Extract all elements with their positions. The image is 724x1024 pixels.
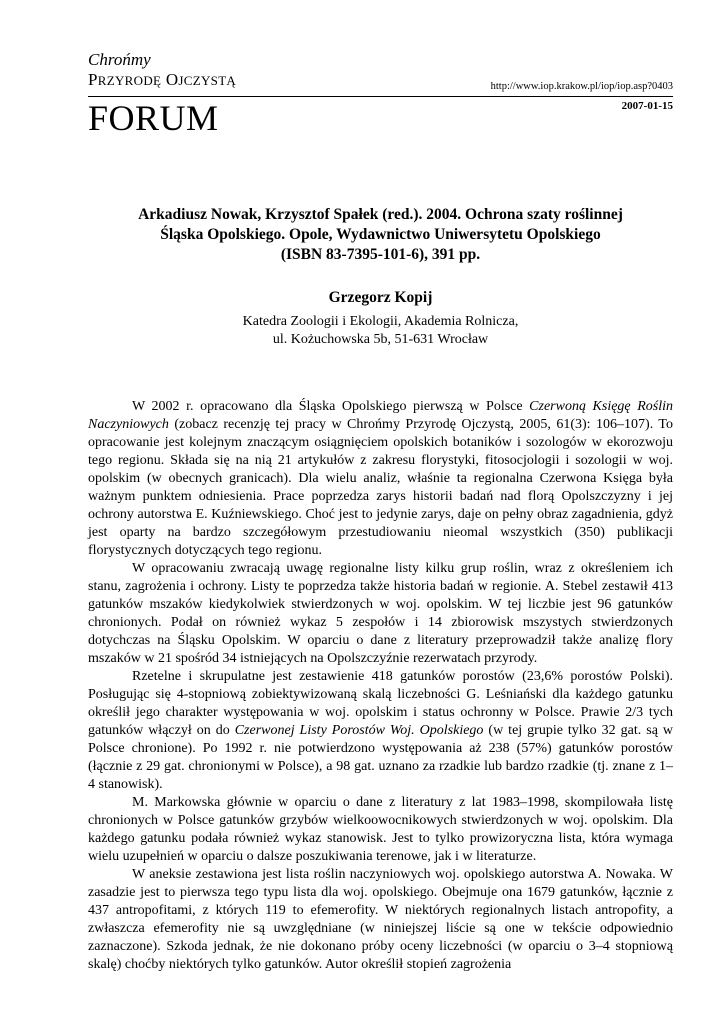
affiliation-line-1: Katedra Zoologii i Ekologii, Akademia Rolnicza, [242,314,519,329]
title-line-3: (ISBN 83-7395-101-6), 391 pp. [280,246,481,263]
title-line-1: Arkadiusz Nowak, Krzysztof Spałek (red.). 2004. Ochrona szaty roślinnej [138,206,623,223]
journal-masthead [88,50,673,138]
author-name: Grzegorz Kopij [328,289,433,306]
affiliation-line-2: ul. Kożuchowska 5b, 51-631 Wrocław [272,332,489,347]
paragraph-5: W aneksie zestawiona jest lista roślin naczyniowych woj. opolskiego autorstwa A. Nowaka. W zasadzie jest to pierwsza tego typu lista dla woj. opolskiego. Obejmuje ona 1679 gatunków, łącznie z 437 antropofitami, z których 119 to efemerofity. W niektórych regionalnych listach antropofity, a zwłaszcza efemerofity nie są uwzględniane (w niniejszej liście są one w tekście odpowiednio zaznaczone). Szkoda jednak, że nie dokonano próby oceny liczebności (w oparciu o 3–4 stopniową skalę) choćby niektórych tylko gatunków. Autor określił stopień zagrożenia [88,867,673,972]
source-url: http://www.iop.krakow.pl/iop/iop.asp?0403 [490,81,673,92]
masthead-line2: PRZYRODĘ OJCZYSTĄ [88,70,237,89]
article-body [88,398,673,974]
author-affiliation [88,313,673,349]
masthead-line1: Chrońmy [88,50,151,69]
paragraph-4: M. Markowska głównie w oparciu o dane z literatury z lat 1983–1998, skompilowała listę chronionych w Polsce gatunków grzybów wielkoowocnikowych stwierdzonych w woj. opolskim. Dla każdego gatunku podała również wykaz stanowisk. Jest to tylko prowizoryczna lista, która wymaga wielu uzupełnień w oparciu o dalsze poszukiwania terenowe, jak i w literaturze. [88,795,673,864]
paragraph-1: W 2002 r. opracowano dla Śląska Opolskiego pierwszą w Polsce Czerwoną Księgę Roślin Naczyniowych (zobacz recenzję tej pracy w Chrońmy Przyrodę Ojczystą, 2005, 61(3): 106–107). To opracowanie jest kolejnym znaczącym osiągnięciem opolskich botaników i sozologów w ekorozwoju tego regionu. Składa się na nią 21 artykułów z zakresu florystyki, fitosocjologii i sozologii w woj. opolskim (w obecnych granicach). Dla wielu analiz, właśnie ta regionalna Czerwona Księga była ważnym punktem odniesienia. Prace poprzedza zarys historii badań nad florą Opolszczyzny i jej ochrony autorstwa E. Kuźniewskiego. Choć jest to jedynie zarys, daje on pełny obraz zagadnienia, gdyż jest oparty na bardzo szczegółowym przestudiowaniu nieomal wszystkich (350) publikacji florystycznych dotyczących tego regionu. [88,399,673,558]
masthead-rule [88,96,673,97]
publication-date: 2007-01-15 [621,100,673,112]
section-title-forum: FORUM [88,98,219,138]
paragraph-2: W opracowaniu zwracają uwagę regionalne listy kilku grup roślin, wraz z określeniem ich stanu, zagrożenia i ochrony. Listy te poprzedza także historia badań w regionie. A. Stebel zestawił 413 gatunków mszaków kiedykolwiek stwierdzonych w woj. opolskim. W tej liczbie jest 96 gatunków chronionych. Podał on również wykaz 5 zespołów i 14 zbiorowisk mszystych stwierdzonych dotychczas na Śląsku Opolskim. W oparciu o dane z literatury przeprowadził także analizę flory mszaków w 21 spośród 34 istniejących na Opolszczyźnie rezerwatach przyrody. [88,561,673,666]
paragraph-3: Rzetelne i skrupulatne jest zestawienie 418 gatunków porostów (23,6% porostów Polski). Posługując się 4-stopniową zobiektywizowaną skalą liczebności G. Leśniański dla każdego gatunku określił jego charakter występowania w woj. opolskim i status ochronny w Polsce. Prawie 2/3 tych gatunków włączył on do Czerwonej Listy Porostów Woj. Opolskiego (w tej grupie tylko 32 gat. są w Polsce chronione). Po 1992 r. nie potwierdzono występowania aż 238 (57%) gatunków porostów (łącznie z 29 gat. chronionymi w Polsce), a 98 gat. uznano za rzadkie lub bardzo rzadkie (tj. znane z 1–4 stanowisk). [88,669,673,792]
title-line-2: Śląska Opolskiego. Opole, Wydawnictwo Uniwersytetu Opolskiego [160,226,601,243]
review-title [88,205,673,265]
